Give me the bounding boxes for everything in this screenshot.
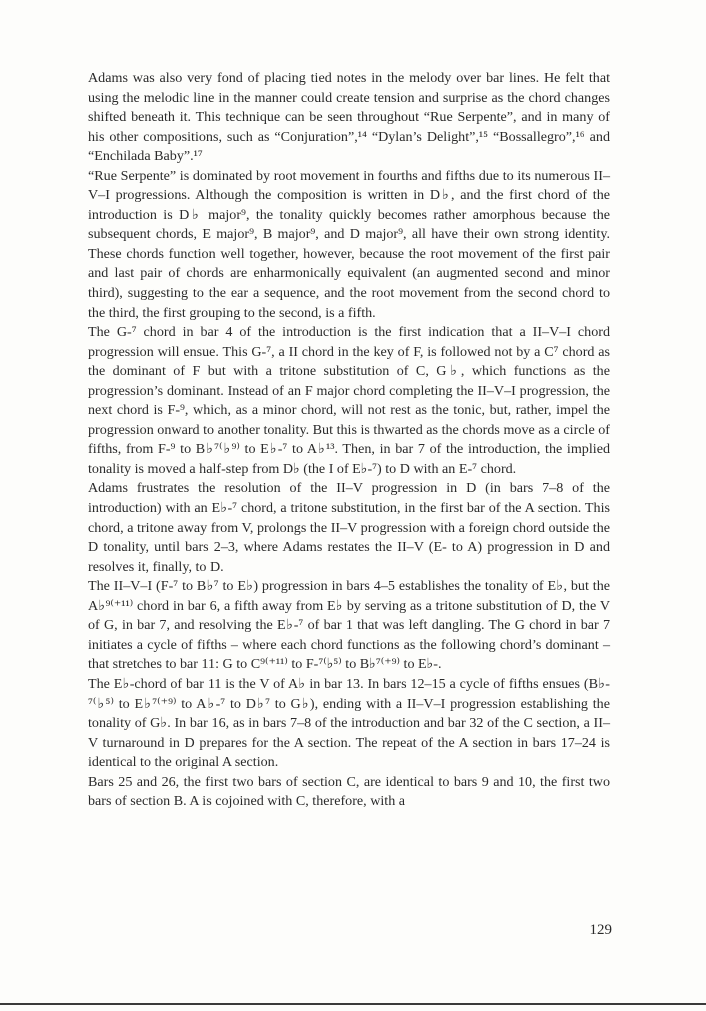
paragraph-4: Adams frustrates the resolution of the II–V progression in D (in bars 7–8 of the introduction) with an E♭-⁷ chord, a tritone substitution, in the first bar of the A section. This chord, a tritone away from V, prolongs the II–V progression with a foreign chord outside the D tonality, until bars 2–3, where Adams restates the II–V (E- to A) progression in D and resolves it, finally, to D.	[88, 480, 610, 575]
paragraph-5: The II–V–I (F-⁷ to B♭⁷ to E♭) progression in bars 4–5 establishes the tonality of E♭, but the A♭⁹⁽⁺¹¹⁾ chord in bar 6, a fifth away from E♭ by serving as a tritone substitution of D, the V of G, in bar 7, and resolving the E♭-⁷ of bar 1 that was left dangling. The G chord in bar 7 initiates a cycle of fifths – where each chord functions as the following chord’s dominant – that stretches to bar 11: G to C⁹⁽⁺¹¹⁾ to F-⁷⁽♭⁵⁾ to B♭⁷⁽⁺⁹⁾ to E♭-.	[88, 578, 610, 673]
paragraph-7: Bars 25 and 26, the first two bars of section C, are identical to bars 9 and 10, the first two bars of section B. A is cojoined with C, therefore, with a	[88, 773, 610, 810]
paragraph-1: Adams was also very fond of placing tied notes in the melody over bar lines. He felt that using the melodic line in the manner could create tension and surprise as the chord changes shifted beneath it. This technique can be seen throughout “Rue Serpente”, and in many of his other compositions, such as “Conjuration”,¹⁴ “Dylan’s Delight”,¹⁵ “Bossallegro”,¹⁶ and “Enchilada Baby”.¹⁷	[88, 70, 610, 165]
paragraph-6: The E♭-chord of bar 11 is the V of A♭ in bar 13. In bars 12–15 a cycle of fifths ensues (B♭-⁷⁽♭⁵⁾ to E♭⁷⁽⁺⁹⁾ to A♭-⁷ to D♭⁷ to G♭), ending with a II–V–I progression establishing the tonality of G♭. In bar 16, as in bars 7–8 of the introduction and bar 32 of the C section, a II–V turnaround in D prepares for the A section. The repeat of the A section in bars 17–24 is identical to the original A section.	[88, 675, 610, 771]
bottom-rule	[0, 1003, 706, 1005]
paragraph-3: The G-⁷ chord in bar 4 of the introduction is the first indication that a II–V–I chord progression will ensue. This G-⁷, a II chord in the key of F, is followed not by a C⁷ chord as the dominant of F but with a tritone substitution of C, G♭, which functions as the progression’s dominant. Instead of an F major chord completing the II–V–I progression, the next chord is F-⁹, which, as a minor chord, will not rest as the tonic, but, rather, impel the progression onward to another tonality. But this is thwarted as the chords move as a circle of fifths, from F-⁹ to B♭⁷⁽♭⁹⁾ to E♭-⁷ to A♭¹³. Then, in bar 7 of the introduction, the implied tonality is moved a half-step from D♭ (the I of E♭-⁷) to D with an E-⁷ chord.	[88, 324, 610, 477]
page-number: 129	[589, 922, 612, 938]
paragraph-2: “Rue Serpente” is dominated by root movement in fourths and fifths due to its numerous II–V–I progressions. Although the composition is written in D♭, and the first chord of the introduction is D♭ major⁹, the tonality quickly becomes rather amorphous because the subsequent chords, E major⁹, B major⁹, and D major⁹, all have their own strong identity. These chords function well together, however, because the root movement of the first pair and last pair of chords are enharmonically equivalent (an augmented second and minor third), suggesting to the ear a sequence, and the root movement from the second chord to the third, the first grouping to the second, is a fifth.	[88, 167, 610, 321]
body-text	[88, 69, 610, 812]
